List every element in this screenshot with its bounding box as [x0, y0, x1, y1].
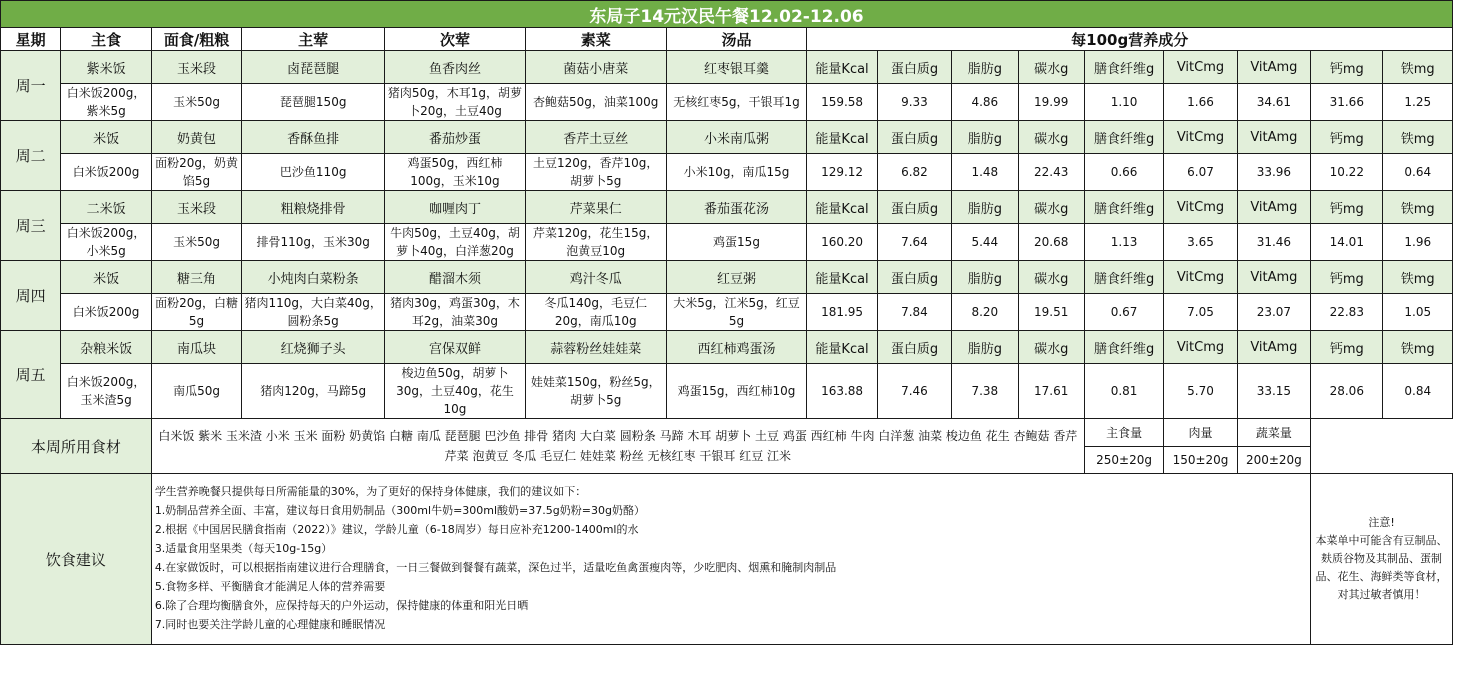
value-fat: 4.86	[952, 84, 1018, 121]
dish-flour: 玉米段	[151, 51, 241, 84]
value-fat: 8.20	[952, 294, 1018, 331]
amount-soup: 鸡蛋15g	[666, 224, 807, 261]
amount-flour: 玉米50g	[151, 224, 241, 261]
dish-side: 鱼香肉丝	[385, 51, 526, 84]
nutrient-label-fiber: 膳食纤维g	[1084, 121, 1163, 154]
value-vita: 33.15	[1237, 364, 1310, 419]
value-protein: 7.84	[877, 294, 951, 331]
value-protein: 7.64	[877, 224, 951, 261]
value-calcium: 31.66	[1311, 84, 1383, 121]
dish-soup: 红豆粥	[666, 261, 807, 294]
value-iron: 0.84	[1383, 364, 1453, 419]
amount-veg: 娃娃菜150g，粉丝5g，胡萝卜5g	[525, 364, 666, 419]
dish-main: 卤琵琶腿	[242, 51, 385, 84]
value-fiber: 1.10	[1084, 84, 1163, 121]
day-label: 周五	[1, 331, 61, 419]
value-calcium: 10.22	[1311, 154, 1383, 191]
dish-soup: 红枣银耳羹	[666, 51, 807, 84]
nutrient-label-vita: VitAmg	[1237, 51, 1310, 84]
value-carb: 19.99	[1018, 84, 1084, 121]
day-amount-row	[1, 224, 1453, 261]
nutrient-label-fat: 脂肪g	[952, 51, 1018, 84]
nutrient-label-iron: 铁mg	[1383, 331, 1453, 364]
nutrient-label-iron: 铁mg	[1383, 51, 1453, 84]
dish-main: 香酥鱼排	[242, 121, 385, 154]
amount-side: 鸡蛋50g，西红柿100g，玉米10g	[385, 154, 526, 191]
value-energy: 159.58	[807, 84, 877, 121]
dish-veg: 香芹土豆丝	[525, 121, 666, 154]
day-dish-row	[1, 331, 1453, 364]
value-vita: 34.61	[1237, 84, 1310, 121]
nutrient-label-iron: 铁mg	[1383, 191, 1453, 224]
value-calcium: 28.06	[1311, 364, 1383, 419]
header-flour: 面食/粗粮	[151, 28, 241, 51]
value-carb: 22.43	[1018, 154, 1084, 191]
value-fiber: 1.13	[1084, 224, 1163, 261]
amount-main: 排骨110g，玉米30g	[242, 224, 385, 261]
header-soup: 汤品	[666, 28, 807, 51]
day-dish-row	[1, 191, 1453, 224]
value-fat: 1.48	[952, 154, 1018, 191]
header-week: 星期	[1, 28, 61, 51]
amount-header-2: 蔬菜量	[1237, 419, 1310, 447]
amount-flour: 南瓜50g	[151, 364, 241, 419]
amount-soup: 无核红枣5g，干银耳1g	[666, 84, 807, 121]
advice-row	[1, 474, 1453, 645]
dish-side: 醋溜木须	[385, 261, 526, 294]
title-row	[1, 1, 1453, 28]
nutrient-label-carb: 碳水g	[1018, 191, 1084, 224]
amount-value-0: 250±20g	[1084, 446, 1163, 474]
advice-line: 3.适量食用坚果类（每天10g-15g）	[154, 542, 333, 555]
amount-side: 牛肉50g，土豆40g，胡萝卜40g，白洋葱20g	[385, 224, 526, 261]
nutrient-label-protein: 蛋白质g	[877, 51, 951, 84]
value-iron: 1.96	[1383, 224, 1453, 261]
value-carb: 20.68	[1018, 224, 1084, 261]
header-row	[1, 28, 1453, 51]
day-dish-row	[1, 261, 1453, 294]
value-iron: 0.64	[1383, 154, 1453, 191]
blank-cell	[1311, 419, 1453, 474]
dish-flour: 南瓜块	[151, 331, 241, 364]
amount-soup: 大米5g，江米5g，红豆5g	[666, 294, 807, 331]
value-carb: 19.51	[1018, 294, 1084, 331]
amount-staple: 白米饭200g，紫米5g	[61, 84, 151, 121]
amount-staple: 白米饭200g	[61, 294, 151, 331]
value-fat: 7.38	[952, 364, 1018, 419]
nutrient-label-fiber: 膳食纤维g	[1084, 191, 1163, 224]
dish-soup: 西红柿鸡蛋汤	[666, 331, 807, 364]
header-side: 次荤	[385, 28, 526, 51]
day-amount-row	[1, 364, 1453, 419]
value-energy: 160.20	[807, 224, 877, 261]
dish-main: 粗粮烧排骨	[242, 191, 385, 224]
nutrient-label-vita: VitAmg	[1237, 261, 1310, 294]
nutrient-label-vitc: VitCmg	[1164, 261, 1237, 294]
value-energy: 163.88	[807, 364, 877, 419]
amount-flour: 面粉20g，白糖5g	[151, 294, 241, 331]
ingredients-row	[1, 419, 1453, 447]
dish-veg: 芹菜果仁	[525, 191, 666, 224]
value-fiber: 0.81	[1084, 364, 1163, 419]
dish-main: 小炖肉白菜粉条	[242, 261, 385, 294]
ingredients-label: 本周所用食材	[1, 419, 152, 474]
amount-header-1: 肉量	[1164, 419, 1237, 447]
header-main: 主荤	[242, 28, 385, 51]
amount-side: 猪肉30g，鸡蛋30g，木耳2g，油菜30g	[385, 294, 526, 331]
nutrient-label-vita: VitAmg	[1237, 331, 1310, 364]
dish-side: 番茄炒蛋	[385, 121, 526, 154]
notice-title: 注意!	[1368, 516, 1395, 529]
dish-main: 红烧狮子头	[242, 331, 385, 364]
day-amount-row	[1, 294, 1453, 331]
amount-veg: 土豆120g，香芹10g，胡萝卜5g	[525, 154, 666, 191]
notice-body: 本菜单中可能含有豆制品、麸质谷物及其制品、蛋制品、花生、海鲜类等食材，对其过敏者慎用！	[1315, 534, 1448, 601]
value-fat: 5.44	[952, 224, 1018, 261]
dish-flour: 奶黄包	[151, 121, 241, 154]
day-label: 周三	[1, 191, 61, 261]
nutrient-label-protein: 蛋白质g	[877, 331, 951, 364]
amount-main: 猪肉110g，大白菜40g，圆粉条5g	[242, 294, 385, 331]
value-protein: 9.33	[877, 84, 951, 121]
nutrient-label-vita: VitAmg	[1237, 191, 1310, 224]
amount-main: 巴沙鱼110g	[242, 154, 385, 191]
value-vitc: 6.07	[1164, 154, 1237, 191]
dish-staple: 二米饭	[61, 191, 151, 224]
dish-staple: 杂粮米饭	[61, 331, 151, 364]
nutrient-label-energy: 能量Kcal	[807, 331, 877, 364]
nutrient-label-calcium: 钙mg	[1311, 121, 1383, 154]
amount-flour: 玉米50g	[151, 84, 241, 121]
amount-side: 猪肉50g，木耳1g，胡萝卜20g，土豆40g	[385, 84, 526, 121]
nutrient-label-protein: 蛋白质g	[877, 261, 951, 294]
advice-line: 学生营养晚餐只提供每日所需能量的30%，为了更好的保持身体健康，我们的建议如下：	[154, 485, 587, 498]
nutrient-label-protein: 蛋白质g	[877, 121, 951, 154]
nutrient-label-carb: 碳水g	[1018, 261, 1084, 294]
value-fiber: 0.66	[1084, 154, 1163, 191]
nutrient-label-energy: 能量Kcal	[807, 51, 877, 84]
amount-soup: 小米10g，南瓜15g	[666, 154, 807, 191]
amount-header-0: 主食量	[1084, 419, 1163, 447]
amount-soup: 鸡蛋15g，西红柿10g	[666, 364, 807, 419]
dish-veg: 蒜蓉粉丝娃娃菜	[525, 331, 666, 364]
value-iron: 1.05	[1383, 294, 1453, 331]
dish-flour: 玉米段	[151, 191, 241, 224]
day-label: 周一	[1, 51, 61, 121]
advice-label: 饮食建议	[1, 474, 152, 645]
nutrient-label-protein: 蛋白质g	[877, 191, 951, 224]
dish-side: 宫保双鲜	[385, 331, 526, 364]
amount-main: 琵琶腿150g	[242, 84, 385, 121]
amount-value-2: 200±20g	[1237, 446, 1310, 474]
day-dish-row	[1, 121, 1453, 154]
allergen-notice	[1311, 474, 1453, 645]
nutrient-label-iron: 铁mg	[1383, 121, 1453, 154]
day-dish-row	[1, 51, 1453, 84]
value-vitc: 7.05	[1164, 294, 1237, 331]
nutrient-label-energy: 能量Kcal	[807, 261, 877, 294]
nutrient-label-calcium: 钙mg	[1311, 51, 1383, 84]
dish-staple: 米饭	[61, 261, 151, 294]
nutrient-label-fiber: 膳食纤维g	[1084, 51, 1163, 84]
amount-staple: 白米饭200g	[61, 154, 151, 191]
header-nutrition: 每100g营养成分	[807, 28, 1453, 51]
nutrient-label-carb: 碳水g	[1018, 121, 1084, 154]
value-vita: 23.07	[1237, 294, 1310, 331]
day-label: 周四	[1, 261, 61, 331]
dish-veg: 鸡汁冬瓜	[525, 261, 666, 294]
dish-soup: 番茄蛋花汤	[666, 191, 807, 224]
nutrient-label-fiber: 膳食纤维g	[1084, 261, 1163, 294]
amount-veg: 芹菜120g，花生15g，泡黄豆10g	[525, 224, 666, 261]
day-amount-row	[1, 154, 1453, 191]
value-vitc: 1.66	[1164, 84, 1237, 121]
amount-flour: 面粉20g，奶黄馅5g	[151, 154, 241, 191]
dish-soup: 小米南瓜粥	[666, 121, 807, 154]
nutrient-label-calcium: 钙mg	[1311, 191, 1383, 224]
value-fiber: 0.67	[1084, 294, 1163, 331]
value-calcium: 14.01	[1311, 224, 1383, 261]
dish-staple: 米饭	[61, 121, 151, 154]
nutrient-label-fiber: 膳食纤维g	[1084, 331, 1163, 364]
advice-line: 6.除了合理均衡膳食外，应保持每天的户外运动，保持健康的体重和阳光日晒	[154, 599, 529, 612]
amount-main: 猪肉120g，马蹄5g	[242, 364, 385, 419]
dish-staple: 紫米饭	[61, 51, 151, 84]
dish-flour: 糖三角	[151, 261, 241, 294]
dish-veg: 菌菇小唐菜	[525, 51, 666, 84]
amount-side: 梭边鱼50g，胡萝卜30g，土豆40g，花生10g	[385, 364, 526, 419]
value-carb: 17.61	[1018, 364, 1084, 419]
nutrient-label-vitc: VitCmg	[1164, 121, 1237, 154]
amount-veg: 杏鲍菇50g，油菜100g	[525, 84, 666, 121]
value-calcium: 22.83	[1311, 294, 1383, 331]
nutrient-label-vitc: VitCmg	[1164, 191, 1237, 224]
amount-value-1: 150±20g	[1164, 446, 1237, 474]
nutrient-label-calcium: 钙mg	[1311, 331, 1383, 364]
value-vitc: 5.70	[1164, 364, 1237, 419]
advice-line: 1.奶制品营养全面、丰富，建议每日食用奶制品（300ml牛奶=300ml酸奶=37.5g奶粉=30g奶酪）	[154, 504, 645, 517]
nutrient-label-carb: 碳水g	[1018, 51, 1084, 84]
nutrient-label-fat: 脂肪g	[952, 191, 1018, 224]
day-amount-row	[1, 84, 1453, 121]
nutrient-label-carb: 碳水g	[1018, 331, 1084, 364]
advice-line: 5.食物多样、平衡膳食才能满足人体的营养需要	[154, 580, 386, 593]
amount-veg: 冬瓜140g，毛豆仁20g，南瓜10g	[525, 294, 666, 331]
header-staple: 主食	[61, 28, 151, 51]
advice-line: 4.在家做饭时，可以根据指南建议进行合理膳食，一日三餐做到餐餐有蔬菜，深色过半，适量吃鱼禽蛋瘦肉等，少吃肥肉、烟熏和腌制肉制品	[154, 561, 837, 574]
page-title: 东局子14元汉民午餐12.02-12.06	[1, 1, 1453, 28]
amount-staple: 白米饭200g，玉米渣5g	[61, 364, 151, 419]
ingredients-list: 白米饭 紫米 玉米渣 小米 玉米 面粉 奶黄馅 白糖 南瓜 琵琶腿 巴沙鱼 排骨 猪肉 大白菜 圆粉条 马蹄 木耳 胡萝卜 土豆 鸡蛋 西红柿 牛肉 白洋葱 油菜 梭边鱼 花生 杏鲍菇 香芹 芹菜 泡黄豆 冬瓜 毛豆仁 娃娃菜 粉丝 无核红枣 干银耳 红豆 江米	[151, 419, 1084, 474]
value-protein: 6.82	[877, 154, 951, 191]
value-vita: 33.96	[1237, 154, 1310, 191]
nutrient-label-vitc: VitCmg	[1164, 331, 1237, 364]
nutrient-label-calcium: 钙mg	[1311, 261, 1383, 294]
value-vitc: 3.65	[1164, 224, 1237, 261]
value-energy: 181.95	[807, 294, 877, 331]
dish-side: 咖喱肉丁	[385, 191, 526, 224]
value-vita: 31.46	[1237, 224, 1310, 261]
value-energy: 129.12	[807, 154, 877, 191]
nutrient-label-iron: 铁mg	[1383, 261, 1453, 294]
day-label: 周二	[1, 121, 61, 191]
nutrient-label-fat: 脂肪g	[952, 331, 1018, 364]
nutrient-label-energy: 能量Kcal	[807, 121, 877, 154]
amount-staple: 白米饭200g，小米5g	[61, 224, 151, 261]
advice-line: 2.根据《中国居民膳食指南（2022）》建议，学龄儿童（6-18周岁）每日应补充1200-1400ml的水	[154, 523, 639, 536]
value-iron: 1.25	[1383, 84, 1453, 121]
advice-line: 7.同时也要关注学龄儿童的心理健康和睡眠情况	[154, 618, 386, 631]
advice-text	[151, 474, 1310, 645]
header-veg: 素菜	[525, 28, 666, 51]
value-protein: 7.46	[877, 364, 951, 419]
nutrient-label-vitc: VitCmg	[1164, 51, 1237, 84]
nutrient-label-fat: 脂肪g	[952, 261, 1018, 294]
nutrient-label-fat: 脂肪g	[952, 121, 1018, 154]
nutrient-label-energy: 能量Kcal	[807, 191, 877, 224]
nutrient-label-vita: VitAmg	[1237, 121, 1310, 154]
